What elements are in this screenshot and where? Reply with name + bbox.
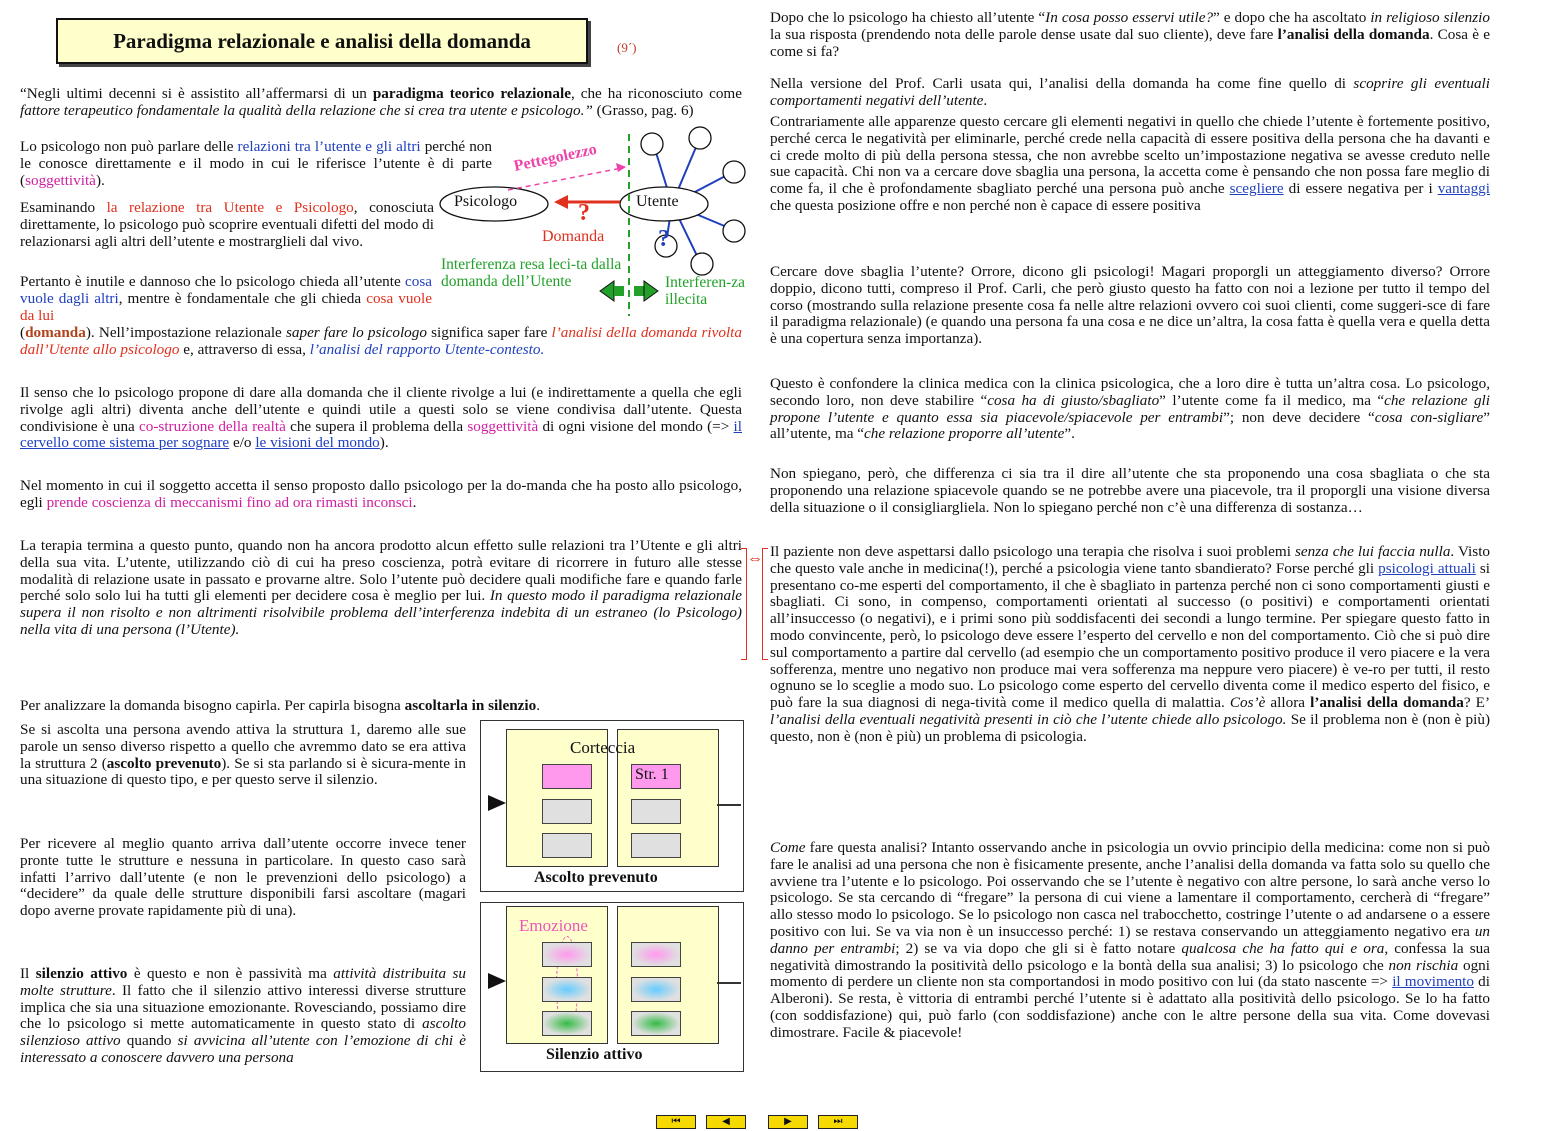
silenzio-arrow-icon [486,972,508,990]
link-vantaggi[interactable]: vantaggi [1437,180,1490,198]
link-psicologi-attuali[interactable]: psicologi attuali [1378,559,1476,577]
ascolto-prevenuto-label: Ascolto prevenuto [534,869,658,886]
left-p4: Pertanto è inutile e dannoso che lo psicologo chieda all’utente cosa vuole dagli altri, mentre è fondamentale che gli chieda cosa vuole da lui [20,273,432,324]
domanda-label: Domanda [542,228,605,245]
right-p4: Cercare dove sbaglia l’utente? Orrore, dicono gli psicologi! Magari proporgli un atteggiamento diverso? Orrore doppio, dicono tutti, compreso il Prof. Carli, che però giusto questo ha fatto con noi a lezione per tutto il tempo del corso (mostrando sulla relazione presente cosa fa nelle altre relazioni ovvero coi suoi clienti, come suggeri-sce di fare il paradigma relazionale) (e quando una persona fa una cosa e ne dice un’altra, la cosa fatta è quella vera e quella detta è una copertura senza importanza). [770,263,1490,348]
ascolto-item-2 [542,799,592,824]
interferenza-lecita-label: Interferenza resa leci-ta dalla domanda dell’Utente [441,256,622,290]
question-mark-red: ? [578,200,590,226]
emozione-label: Emozione [519,916,588,935]
other-person-4 [723,220,745,242]
ascolto-arrow-line [717,804,741,806]
page-title-box [56,18,588,64]
nav-first-button[interactable]: ⏮ [656,1115,696,1129]
nav-next-button[interactable]: ▶ [768,1115,808,1129]
left-p3: Esaminando la relazione tra Utente e Psicologo, conosciuta direttamente, lo psicologo può scoprire eventuali difetti del modo di relazionarsi agli altri dell’utente e mostrarglieli dal vivo. [20,199,435,250]
left-p10: Per ricevere al meglio quanto arriva dall’utente occorre invece tener pronte tutte le strutture e nessuna in particolare. In questo caso sarà infatti l’arrivo dall’utente (e non le prevenzioni dello psicologo) a “decidere” da quale delle strutture disponibili farsi ascoltare (magari dopo averne provate rapidamente più di una). [20,835,466,920]
silenzio-arrow-line [717,982,741,984]
red-arrows-icon: ⇔ [747,550,763,567]
silenzio-item-6 [631,1011,681,1036]
ascolto-arrow-icon [486,794,508,812]
ascolto-item-6 [631,833,681,858]
other-person-3 [723,161,745,183]
page-number: (9´) [617,40,637,55]
other-person-5 [691,253,713,275]
psicologo-label: Psicologo [454,193,518,210]
pettegolezzo-label: Pettegolezzo [512,140,599,176]
utente-label: Utente [636,193,679,210]
left-p7: La terapia termina a questo punto, quando non ha ancora prodotto alcun effetto sulle relazioni tra l’Utente e gli altri della sua vita. L’utente, utilizzando ciò di cui ha preso coscienza, potrà evitare di ricorrere in futuro alle stesse modalità di relazione usate in passato e provarne altre. Solo l’utente può decidere quali modifiche fare e quando farle perché solo solo lui ha tutti gli elementi per decidere cosa è meglio per lui. In questo modo il paradigma relazionale supera il non risolto e non altrimenti risolvibile problema dell’interferenza indebita di un estraneo (lo Psicologo) nella vita di una persona (l’Utente). [20,537,743,638]
right-p7: Il paziente non deve aspettarsi dallo psicologo una terapia che risolva i suoi problemi senza che lui faccia nulla. Visto che questo vale anche in medicina(!), perché a psicologia viene tanto sbandierato? Forse perché gli psicologi attuali si presentano co-me esperti del comportamento, il che è sbagliato in partenza perché non ci sono comportamenti giusti e sbagliati. Ci sono, in compenso, comportamenti orientati al successo (o positivi) e comportamenti orientati all’insuccesso (o negativi), e i primi sono più soddisfacenti dei secondi a lungo termine. Per spiegare questo fatto in modo convincente, però, lo psicologo deve essere l’esperto del cervello e non del comportamento. Ciò che si può dire sul comportamento a partire dal cervello (ad esempio che un comportamento positivo produce il vero piacere e la vera sofferenza, mentre uno negativo non produce mai vera sofferenza ma neppure vero piacere) è ve-ro per tutti, il resto ognuno se lo sceglie a modo suo. Lo psicologo come esperto del cervello diventa come il medico esperto del fisico, e può fare la sua diagnosi di nega-tività come il medico quella di malattia. Cos’è allora l’analisi della domanda? E’ l’analisi della eventuali negatività presenti in ciò che l’utente chiede allo psicologo. Se il problema non è (non è più) questo, non è (non è più) un problema di psicologia. [770,543,1491,745]
silenzio-item-2 [542,977,592,1002]
nav-last-button[interactable]: ⏭ [818,1115,858,1129]
left-p4-cont: (domanda). Nell’impostazione relazionale saper fare lo psicologo significa saper fare l’analisi della domanda rivolta dall’Utente allo psicologo e, attraverso di essa, l’analisi del rapporto Utente-contesto. [20,324,743,358]
nav-prev-button[interactable]: ◀ [706,1115,746,1129]
corteccia-label: Corteccia [570,738,636,757]
right-p3: Contrariamente alle apparenze questo cercare gli elementi negativi in quello che chiede l’utente è fortemente positivo, perché cerca le negatività per eliminarle, perché crede nella capacità di essere positiva della persona che ha davanti e ci crede molto di più della persona stessa, che non avrebbe scelto un’impostazione negativa se avesse creduto nelle sue capacità. Chi non va a cercare dove sbaglia una persona, la accetta come è pensando che non possa fare meglio di come fa, il che è profondamente sbagliato perché una persona può anche scegliere di essere negativa per i vantaggi che questa posizione offre e non perché non è capace di essere positiva [770,113,1490,214]
left-p11: Il silenzio attivo è questo e non è passività ma attività distribuita su molte strutture. Il fatto che il silenzio attivo interessi diverse strutture implica che sia una situazione emozionante. Rovesciando, possiamo dire che lo psicologo si mette automaticamente in questo stato di ascolto silenzioso attivo quando si avvicina all’utente con l’emozione di chi è interessato a conoscere davvero una persona [20,965,467,1066]
interferenza-illecita-label: Interferen-za illecita [665,274,746,308]
silenzio-item-4 [631,942,681,967]
other-person-2 [689,127,711,149]
other-person-1 [641,133,663,155]
right-p5: Questo è confondere la clinica medica con la clinica psicologica, che a loro dire è tutta un’altra cosa. Lo psicologo, secondo loro, non deve stabilire “cosa ha di giusto/sbagliato” l’utente come fa il medico, ma “che relazione gli propone l’utente e quanto essa sia piacevole/spiacevole per entrambi”; non deve decidere “cosa con-sigliare” all’utente, ma “che relazione proporre all’utente”. [770,375,1490,443]
left-p8: Per analizzare la domanda bisogno capirla. Per capirla bisogna ascoltarla in silenzio. [20,697,541,714]
question-mark-blue: ? [658,226,670,252]
left-p5: Il senso che lo psicologo propone di dare alla domanda che il cliente rivolge a lui (e indirettamente a quella che egli rivolge agli altri) diventa anche dell’utente e quindi utile a questi solo se viene condivisa dall’utente. Questa condivisione è una co-struzione della realtà che supera il problema della soggettività di ogni visione del mondo (=> il cervello come sistema per sognare e/o le visioni del mondo). [20,384,742,452]
ascolto-item-pink [542,764,592,789]
silenzio-item-3 [542,1011,592,1036]
link-cervello-sognare[interactable]: il cervello come sistema per sognare [20,417,742,452]
page-title: Paradigma relazionale e analisi della domanda [113,28,531,53]
ascolto-item-3 [542,833,592,858]
link-scegliere[interactable]: scegliere [1229,180,1284,198]
right-p2: Nella versione del Prof. Carli usata qui, l’analisi della domanda ha come fine quello di scoprire gli eventuali comportamenti negativi dell’utente. [770,75,1490,109]
right-p6: Non spiegano, però, che differenza ci sia tra il dire all’utente che sta proponendo una cosa sbagliata o che sta proponendo una relazione spiacevole quando se ne potrebbe avere una piacevole, tra il proporgli una visione diversa della situazione o il consigliargliela. Non lo spiegano perché non c’è una differenza di sostanza… [770,465,1490,516]
ascolto-item-5 [631,799,681,824]
left-p2: Lo psicologo non può parlare delle relazioni tra l’utente e gli altri perché non le conosce direttamente e il modo in cui le riferisce l’utente è di parte (soggettività). [20,138,492,189]
left-p1: “Negli ultimi decenni si è assistito all’affermarsi di un paradigma teorico relazionale, che ha riconosciuto come fattore terapeutico fondamentale la qualità della relazione che si crea tra utente e psicologo.” (Grasso, pag. 6) [20,85,742,119]
link-visioni-mondo[interactable]: le visioni del mondo [255,434,380,452]
left-p6: Nel momento in cui il soggetto accetta il senso proposto dallo psicologo per la do-manda che ha posto allo psicologo, egli prende coscienza di meccanismi fino ad ora rimasti inconsci. [20,477,742,511]
right-p1: Dopo che lo psicologo ha chiesto all’utente “In cosa posso esservi utile?” e dopo che ha ascoltato in religioso silenzio la sua risposta (prendendo nota delle parole dense usate dal suo cliente), deve fare l’analisi della domanda. Cosa è e come si fa? [770,9,1490,60]
left-p9: Se si ascolta una persona avendo attiva la struttura 1, daremo alle sue parole un senso diverso rispetto a quello che avremmo dato se era attiva la struttura 2 (ascolto prevenuto). Se si sta parlando si è sicura-mente in una situazione di questo tipo, e per questo serve il silenzio. [20,721,466,789]
str1-label: Str. 1 [635,766,669,783]
link-movimento[interactable]: il movimento [1392,973,1474,991]
silenzio-item-5 [631,977,681,1002]
silenzio-attivo-label: Silenzio attivo [546,1046,643,1063]
silenzio-item-1 [542,942,592,967]
right-p8: Come fare questa analisi? Intanto osservando anche in psicologia un ovvio principio della medicina: come non si può fare le analisi ad una persona che non è fisicamente presente, anche l’analisi della domanda va fatta solo su quello che avviene tra l’utente e lo psicologo. Poi osservando che se l’utente è negativo con altre persone, lo sarà anche verso lo psicologo. Se sta cercando di “fregare” la persona di cui viene a lamentare il comportamento, cercherà di “fregare” allo stesso modo lo psicologo. Se lo psicologo non casca nel trabocchetto, costringe l’utente o ad andarsene o a essere positivo con lui. Se va via non è un insuccesso perché: 1) se restava conservando un atteggiamento negativo era un danno per entrambi; 2) se va via dopo che gli si è fatto notare qualcosa che ha fatto qui e ora, confessa la sua negatività dimostrando la positività dello psicologo e la bontà della sua analisi; 3) lo psicologo che non rischia ogni momento di perdere un cliente non sta comportandosi in modo positivo con lui (da stato nascente => il movimento di Alberoni). Se resta, è vittoria di entrambi perché l’utente si è adattato alla positività dello psicologo. Se lo ha fatto (con soddisfazione) qui, può farlo (con soddisfazione) anche con le altre persone della sua vita. Come dovevasi dimostrare. Facile & piacevole! [770,839,1490,1041]
